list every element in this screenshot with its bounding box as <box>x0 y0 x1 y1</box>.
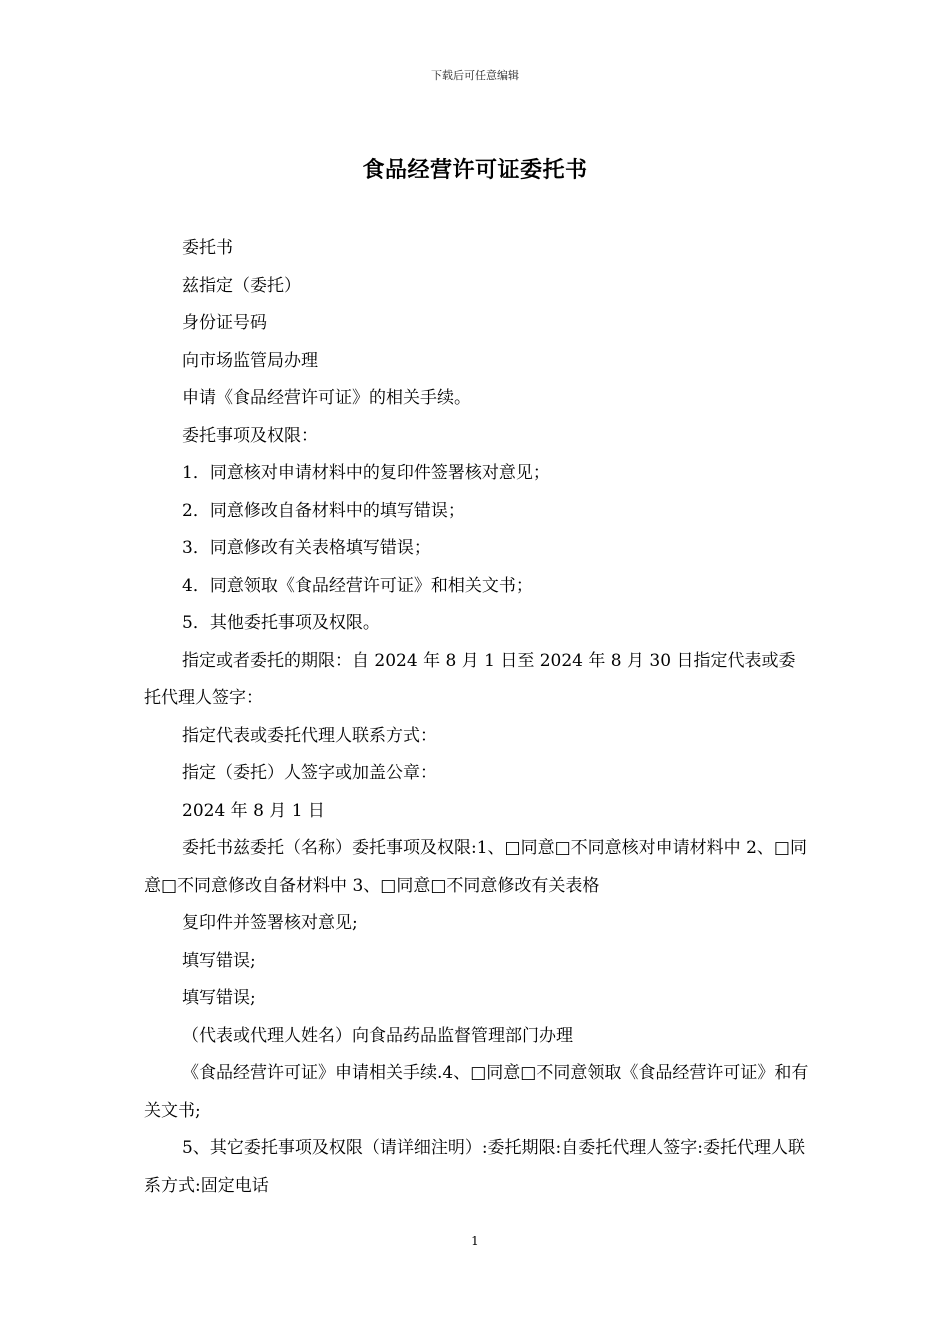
paragraph: 委托书 <box>182 238 233 258</box>
list-item: 4．同意领取《食品经营许可证》和相关文书； <box>182 575 533 596</box>
list-item: 2．同意修改自备材料中的填写错误； <box>182 500 465 521</box>
list-item: 1．同意核对申请材料中的复印件签署核对意见； <box>182 463 550 483</box>
document-body <box>144 230 809 1205</box>
paragraph: 指定或者委托的期限：自 2024 年 8 月 1 日至 2024 年 8 月 30 日指定代表或委托代理人签字： <box>144 650 796 708</box>
paragraph: 委托事项及权限： <box>182 425 318 446</box>
document-title: 食品经营许可证委托书 <box>362 158 588 183</box>
paragraph: 填写错误; <box>182 988 256 1008</box>
paragraph: 申请《食品经营许可证》的相关手续。 <box>182 388 471 408</box>
paragraph: 委托书兹委托（名称）委托事项及权限:1、□同意□不同意核对申请材料中 2、□同意□不同意修改自备材料中 3、□同意□不同意修改有关表格 <box>144 838 807 896</box>
paragraph: 指定代表或委托代理人联系方式： <box>182 725 437 746</box>
paragraph: 填写错误; <box>182 950 256 971</box>
list-item: 3．同意修改有关表格填写错误； <box>182 538 431 558</box>
paragraph: （代表或代理人姓名）向食品药品监督管理部门办理 <box>182 1025 573 1046</box>
page-number: 1 <box>471 1234 479 1248</box>
paragraph: 向市场监管局办理 <box>182 350 318 371</box>
list-item: 5．其他委托事项及权限。 <box>182 613 380 633</box>
paragraph: 5、其它委托事项及权限（请详细注明）:委托期限:自委托代理人签字:委托代理人联系方式:固定电话 <box>144 1138 805 1196</box>
paragraph: 2024 年 8 月 1 日 <box>182 800 325 821</box>
paragraph: 兹指定（委托） <box>182 275 301 296</box>
paragraph: 指定（委托）人签字或加盖公章： <box>182 763 437 783</box>
header-note: 下载后可任意编辑 <box>431 69 519 82</box>
paragraph: 身份证号码 <box>182 313 267 333</box>
paragraph: 《食品经营许可证》申请相关手续.4、□同意□不同意领取《食品经营许可证》和有关文书; <box>144 1063 809 1121</box>
paragraph: 复印件并签署核对意见; <box>182 913 358 933</box>
